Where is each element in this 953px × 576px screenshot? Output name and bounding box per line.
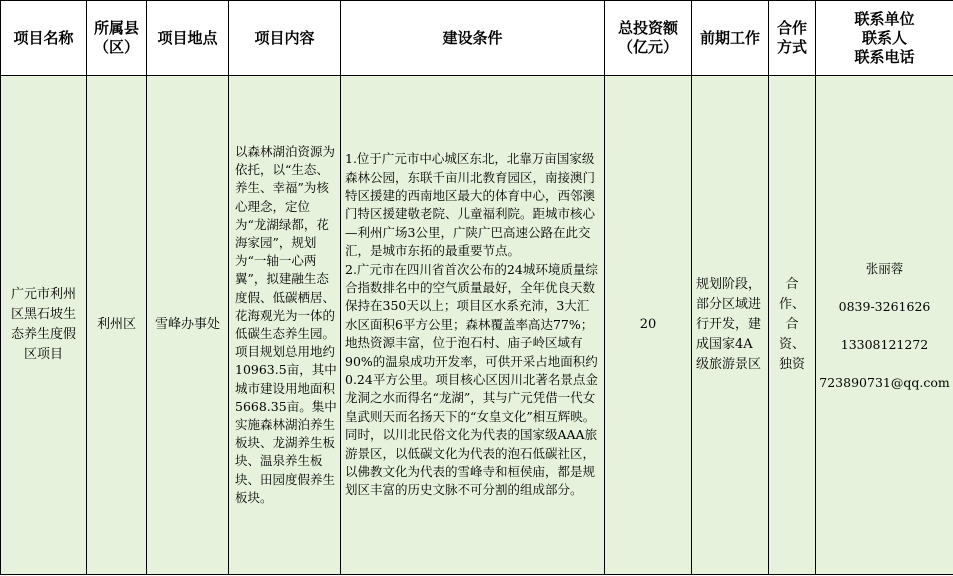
cell-cooperation bbox=[769, 76, 816, 575]
cell-county bbox=[87, 76, 147, 575]
header-cooperation: 合作 方式 bbox=[769, 1, 816, 76]
investment-value: 20 bbox=[639, 317, 657, 332]
contact-phone: 0839-3261626 bbox=[838, 298, 931, 314]
header-investment: 总投资额 （亿元） bbox=[605, 1, 692, 76]
cell-contact bbox=[816, 76, 953, 575]
conditions-text: 1.位于广元市中心城区东北，北靠万亩国家级森林公园，东联千亩川北教育园区，南接澳门特区援建的西南地区最大的体育中心，西邻澳门特区援建敬老院、儿童福利院。距城市核心—利州广场3公里，广陕广巴高速公路在此交汇，是城市东拓的最重要节点。 2.广元市在四川省首次公布的24城环境质量综合指数排名中的空气质量最好，全年优良天数保持在350天以上；项目区水系充沛，3大汇水区面积6平方公里；森林覆盖率高达77%；地热资源丰富，位于泡石村、庙子岭区域有90%的温泉成功开发率，可供开采占地面积约0.24平方公里。项目核心区因川北著名景点金龙洞之水而得名“龙湖”，其与广元凭借一代女皇武则天而名扬天下的“女皇文化”相互辉映。同时，以川北民俗文化为代表的国家级AAA旅游景区，以低碳文化为代表的泡石低碳社区，以佛教文化为代表的雪峰寺和桓侯庙，都是规划区丰富的历史文脉不可分割的组成部分。 bbox=[345, 151, 598, 498]
location-text: 雪峰办事处 bbox=[154, 317, 220, 332]
contact-mobile: 13308121272 bbox=[840, 336, 929, 352]
content-text: 以森林湖泊资源为依托，以“生态、养生、幸福”为核心理念，定位为“龙湖绿都，花海家园”，规划为“一轴一心两翼”，拟建融生态度假、低碳栖居、花海观光为一体的低碳生态养生园。项目规划总用地约10963.5亩，其中城市建设用地面积5668.35亩。集中实施森林湖泊养生板块、龙湖养生板块、温泉养生板块、田园度假养生板块。 bbox=[235, 143, 337, 505]
county-text: 利州区 bbox=[96, 317, 136, 332]
cell-preliminary bbox=[692, 76, 769, 575]
cell-conditions bbox=[341, 76, 605, 575]
preliminary-text: 规划阶段，部分区域进行开发，建成国家4A级旅游景区 bbox=[696, 277, 762, 372]
header-content: 项目内容 bbox=[229, 1, 341, 76]
table-row bbox=[1, 76, 953, 575]
cell-content bbox=[229, 76, 341, 575]
project-name-text: 广元市利州区黑石坡生态养生度假区项目 bbox=[10, 287, 76, 362]
header-row bbox=[1, 1, 953, 76]
header-preliminary: 前期工作 bbox=[692, 1, 769, 76]
header-project-name: 项目名称 bbox=[1, 1, 87, 76]
header-location: 项目地点 bbox=[147, 1, 229, 76]
contact-email: 723890731@qq.com bbox=[819, 374, 950, 390]
contact-person: 张丽蓉 bbox=[865, 260, 904, 276]
cell-location bbox=[147, 76, 229, 575]
cooperation-text: 合作、合资、独资 bbox=[778, 277, 805, 372]
cell-investment bbox=[605, 76, 692, 575]
header-contact: 联系单位 联系人 联系电话 bbox=[816, 1, 953, 76]
header-conditions: 建设条件 bbox=[341, 1, 605, 76]
cell-project-name bbox=[1, 76, 87, 575]
header-county: 所属县 （区） bbox=[87, 1, 147, 76]
